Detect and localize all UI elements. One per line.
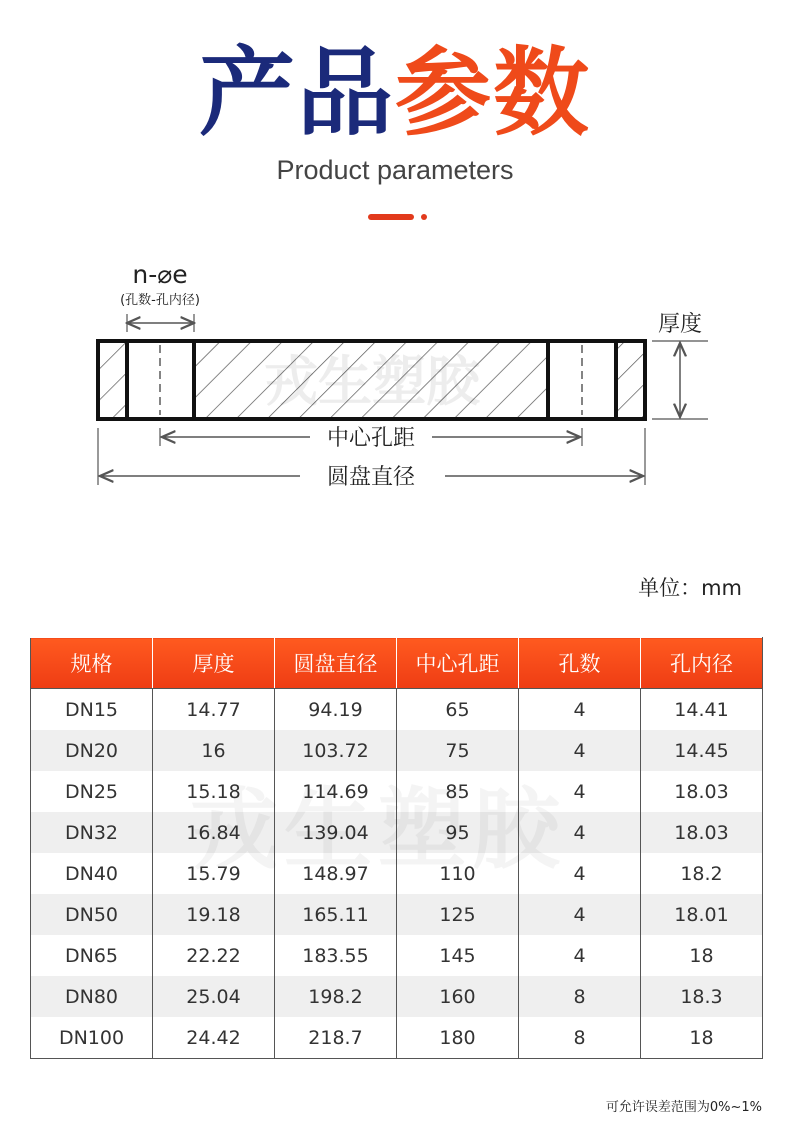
cell-thickness: 15.18 [153,771,275,812]
cell-disc-diameter: 94.19 [275,689,397,731]
cell-center-distance: 160 [397,976,519,1017]
cell-spec: DN40 [31,853,153,894]
header-center-distance: 中心孔距 [397,638,519,689]
cell-center-distance: 95 [397,812,519,853]
cell-spec: DN25 [31,771,153,812]
title-part-1: 产品 [199,37,395,149]
cell-hole-diameter: 14.45 [641,730,763,771]
cell-hole-diameter: 18.2 [641,853,763,894]
table-row [31,771,763,812]
cell-disc-diameter: 183.55 [275,935,397,976]
parameters-table [30,637,763,1059]
cell-thickness: 25.04 [153,976,275,1017]
cell-center-distance: 85 [397,771,519,812]
header-spec: 规格 [31,638,153,689]
header-thickness: 厚度 [153,638,275,689]
title-part-2: 参数 [395,37,591,149]
cell-spec: DN20 [31,730,153,771]
table-row [31,812,763,853]
flange-right-edge [616,341,645,419]
table-row [31,935,763,976]
header-disc-diameter: 圆盘直径 [275,638,397,689]
cell-thickness: 16 [153,730,275,771]
table-header-row [31,638,763,689]
cell-disc-diameter: 198.2 [275,976,397,1017]
thickness-label: 厚度 [657,312,703,337]
cell-thickness: 19.18 [153,894,275,935]
tolerance-footnote: 可允许误差范围为0%~1% [605,1100,762,1115]
cell-disc-diameter: 218.7 [275,1017,397,1059]
unit-label: 单位：mm [638,576,742,600]
cell-spec: DN32 [31,812,153,853]
cell-hole-count: 4 [519,689,641,731]
cell-spec: DN80 [31,976,153,1017]
table-row [31,730,763,771]
cell-thickness: 16.84 [153,812,275,853]
header-hole-count: 孔数 [519,638,641,689]
cell-center-distance: 75 [397,730,519,771]
header-hole-diameter: 孔内径 [641,638,763,689]
cell-thickness: 24.42 [153,1017,275,1059]
cell-hole-diameter: 14.41 [641,689,763,731]
cell-hole-count: 8 [519,976,641,1017]
page-subtitle: Product parameters [276,155,514,185]
cell-hole-count: 8 [519,1017,641,1059]
cell-spec: DN50 [31,894,153,935]
flange-left-edge [98,341,127,419]
cell-disc-diameter: 165.11 [275,894,397,935]
hole-label: n-⌀e [132,260,188,289]
cell-disc-diameter: 139.04 [275,812,397,853]
cell-hole-count: 4 [519,894,641,935]
table-row [31,853,763,894]
disc-diameter-label: 圆盘直径 [326,465,416,490]
cell-hole-count: 4 [519,935,641,976]
cell-hole-count: 4 [519,853,641,894]
accent-dot [421,214,427,220]
cell-hole-count: 4 [519,730,641,771]
cell-hole-diameter: 18.03 [641,771,763,812]
cell-hole-count: 4 [519,771,641,812]
flange-diagram [0,250,790,510]
cell-hole-diameter: 18.3 [641,976,763,1017]
cell-disc-diameter: 148.97 [275,853,397,894]
cell-disc-diameter: 103.72 [275,730,397,771]
cell-hole-diameter: 18 [641,935,763,976]
table-row [31,1017,763,1059]
cell-spec: DN15 [31,689,153,731]
table-row [31,894,763,935]
cell-center-distance: 65 [397,689,519,731]
cell-thickness: 22.22 [153,935,275,976]
table-row [31,689,763,731]
cell-center-distance: 145 [397,935,519,976]
cell-spec: DN100 [31,1017,153,1059]
cell-hole-count: 4 [519,812,641,853]
cell-center-distance: 180 [397,1017,519,1059]
cell-thickness: 15.79 [153,853,275,894]
center-distance-label: 中心孔距 [326,426,416,451]
cell-center-distance: 110 [397,853,519,894]
cell-thickness: 14.77 [153,689,275,731]
cell-hole-diameter: 18.03 [641,812,763,853]
accent-bar [368,214,414,220]
page-title [0,38,790,148]
cell-disc-diameter: 114.69 [275,771,397,812]
table-row [31,976,763,1017]
cell-spec: DN65 [31,935,153,976]
diagram-watermark: 戎生塑胶 [264,350,480,413]
cell-center-distance: 125 [397,894,519,935]
cell-hole-diameter: 18 [641,1017,763,1059]
cell-hole-diameter: 18.01 [641,894,763,935]
hole-sublabel: (孔数-孔内径) [120,293,200,308]
